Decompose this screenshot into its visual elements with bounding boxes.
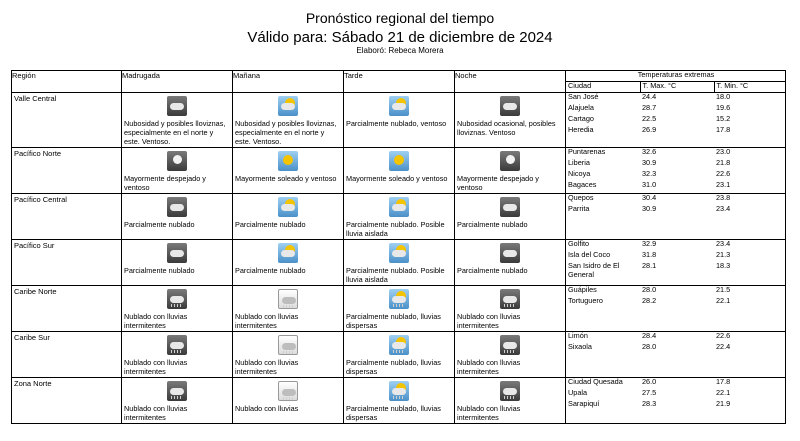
- period-cell: [344, 93, 455, 148]
- period-cell: [122, 93, 233, 148]
- city-name: Ciudad Quesada: [568, 377, 623, 386]
- city-name: San José: [568, 92, 599, 101]
- period-cell: [344, 148, 455, 194]
- period-cell: [233, 194, 344, 240]
- period-text: Parcialmente nublado: [457, 220, 528, 229]
- period-cell: [233, 93, 344, 148]
- period-cell: [344, 194, 455, 240]
- city-row: [566, 343, 786, 354]
- cloudy-night-icon: [167, 243, 187, 263]
- partly-cloudy-icon: [389, 243, 409, 263]
- city-tmax: 28.0: [642, 285, 657, 294]
- partly-cloudy-icon: [278, 96, 298, 116]
- city-row: [566, 93, 786, 104]
- partly-cloudy-rain-icon: [389, 335, 409, 355]
- region-name: Caribe Sur: [12, 332, 122, 378]
- period-text: Parcialmente nublado: [457, 266, 528, 275]
- city-name: San Isidro de El General: [568, 261, 620, 279]
- city-tmin: 23.4: [716, 239, 731, 248]
- extremes-cell: [566, 286, 786, 332]
- period-text: Nublado con lluvias intermitentes: [124, 404, 188, 422]
- region-row: [12, 286, 786, 332]
- period-cell: [344, 378, 455, 424]
- city-tmin: 15.2: [716, 114, 731, 123]
- rain-night-icon: [167, 381, 187, 401]
- city-row: [566, 400, 786, 411]
- city-name: Sarapiquí: [568, 399, 600, 408]
- cloudy-night-icon: [167, 96, 187, 116]
- header-ciudad: Ciudad: [568, 81, 592, 90]
- rain-night-icon: [500, 381, 520, 401]
- period-cell: [455, 148, 566, 194]
- city-row: [566, 332, 786, 343]
- sunny-icon: [389, 151, 409, 171]
- city-name: Limón: [568, 331, 588, 340]
- city-row: [566, 181, 786, 192]
- region-row: [12, 93, 786, 148]
- city-tmax: 26.9: [642, 125, 657, 134]
- region-name: Pacífico Norte: [12, 148, 122, 194]
- header-extremes: [566, 71, 786, 93]
- period-text: Nubosidad ocasional, posibles lloviznas. Ventoso: [457, 119, 556, 137]
- city-name: Guápiles: [568, 285, 597, 294]
- period-text: Nubosidad y posibles lloviznas, especialmente en el norte y este. Ventoso.: [235, 119, 337, 146]
- period-cell: [455, 93, 566, 148]
- city-row: [566, 170, 786, 181]
- city-row: [566, 115, 786, 126]
- extremes-cell: [566, 378, 786, 424]
- rain-night-icon: [500, 335, 520, 355]
- city-name: Alajuela: [568, 103, 594, 112]
- partly-cloudy-icon: [389, 96, 409, 116]
- city-tmax: 28.2: [642, 296, 657, 305]
- city-tmax: 32.3: [642, 169, 657, 178]
- period-text: Nublado con lluvias intermitentes: [124, 312, 188, 330]
- city-tmax: 32.6: [642, 147, 657, 156]
- city-row: [566, 159, 786, 170]
- city-row: [566, 262, 786, 279]
- partly-cloudy-icon: [389, 197, 409, 217]
- region-name: Pacífico Sur: [12, 240, 122, 286]
- header-tmin: T. Min. °C: [714, 82, 786, 93]
- extremes-cell: [566, 194, 786, 240]
- period-text: Nublado con lluvias intermitentes: [124, 358, 188, 376]
- city-tmax: 28.3: [642, 399, 657, 408]
- extremes-cell: [566, 148, 786, 194]
- period-cell: [344, 332, 455, 378]
- cloudy-night-icon: [500, 243, 520, 263]
- partly-cloudy-rain-icon: [389, 289, 409, 309]
- extremes-title: Temperaturas extremas: [566, 71, 786, 82]
- city-row: [566, 297, 786, 308]
- city-tmin: 18.3: [716, 261, 731, 270]
- city-tmax: 32.9: [642, 239, 657, 248]
- period-cell: [122, 378, 233, 424]
- city-tmin: 22.1: [716, 388, 731, 397]
- header-tarde: Tarde: [344, 71, 455, 93]
- period-text: Parcialmente nublado, ventoso: [346, 119, 447, 128]
- region-name: Caribe Norte: [12, 286, 122, 332]
- period-cell: [344, 286, 455, 332]
- city-row: [566, 126, 786, 137]
- period-text: Nublado con lluvias: [235, 404, 299, 413]
- period-cell: [122, 240, 233, 286]
- period-cell: [455, 240, 566, 286]
- cloudy-night-icon: [500, 96, 520, 116]
- period-cell: [233, 240, 344, 286]
- city-tmin: 21.9: [716, 399, 731, 408]
- period-cell: [344, 240, 455, 286]
- city-name: Golfito: [568, 239, 590, 248]
- sunny-icon: [278, 151, 298, 171]
- period-text: Nublado con lluvias intermitentes: [235, 358, 299, 376]
- period-text: Parcialmente nublado: [124, 266, 195, 275]
- city-tmin: 21.5: [716, 285, 731, 294]
- city-row: [566, 194, 786, 205]
- city-tmax: 28.0: [642, 342, 657, 351]
- period-text: Nublado con lluvias intermitentes: [457, 312, 521, 330]
- valid-date: Válido para: Sábado 21 de diciembre de 2024: [247, 29, 553, 46]
- city-tmin: 17.8: [716, 125, 731, 134]
- period-cell: [455, 332, 566, 378]
- rain-icon: [278, 335, 298, 355]
- city-tmin: 22.6: [716, 169, 731, 178]
- city-name: Upala: [568, 388, 588, 397]
- period-cell: [455, 378, 566, 424]
- period-text: Mayormente despejado y ventoso: [124, 174, 206, 192]
- city-name: Sixaola: [568, 342, 592, 351]
- city-tmin: 18.0: [716, 92, 731, 101]
- city-name: Tortuguero: [568, 296, 603, 305]
- city-row: [566, 389, 786, 400]
- region-row: [12, 148, 786, 194]
- city-row: [566, 148, 786, 159]
- period-cell: [455, 194, 566, 240]
- city-row: [566, 205, 786, 216]
- city-tmin: 22.1: [716, 296, 731, 305]
- city-tmax: 30.9: [642, 204, 657, 213]
- city-tmax: 31.8: [642, 250, 657, 259]
- rain-icon: [278, 289, 298, 309]
- period-text: Parcialmente nublado: [124, 220, 195, 229]
- city-tmax: 26.0: [642, 377, 657, 386]
- region-row: [12, 378, 786, 424]
- period-text: Nublado con lluvias intermitentes: [457, 358, 521, 376]
- period-text: Nublado con lluvias intermitentes: [457, 404, 521, 422]
- city-tmax: 30.9: [642, 158, 657, 167]
- rain-night-icon: [500, 289, 520, 309]
- period-text: Mayormente soleado y ventoso: [235, 174, 337, 183]
- city-tmax: 30.4: [642, 193, 657, 202]
- region-name: Zona Norte: [12, 378, 122, 424]
- author-line: Elaboró: Rebeca Morera: [356, 46, 444, 55]
- cloudy-night-icon: [167, 197, 187, 217]
- city-tmin: 21.8: [716, 158, 731, 167]
- city-tmax: 22.5: [642, 114, 657, 123]
- period-cell: [122, 332, 233, 378]
- header-tmax: T. Max. °C: [640, 82, 714, 93]
- city-tmax: 28.7: [642, 103, 657, 112]
- period-cell: [233, 378, 344, 424]
- extremes-cell: [566, 240, 786, 286]
- period-cell: [233, 148, 344, 194]
- extremes-cell: [566, 93, 786, 148]
- city-name: Isla del Coco: [568, 250, 611, 259]
- page-title: Pronóstico regional del tiempo: [305, 10, 495, 26]
- clear-night-icon: [167, 151, 187, 171]
- header-noche: Noche: [455, 71, 566, 93]
- city-tmin: 23.8: [716, 193, 731, 202]
- period-text: Parcialmente nublado: [235, 220, 306, 229]
- city-row: [566, 104, 786, 115]
- period-text: Parcialmente nublado. Posible lluvia aislada: [346, 220, 445, 238]
- region-row: [12, 240, 786, 286]
- header-manana: Mañana: [233, 71, 344, 93]
- extremes-cell: [566, 332, 786, 378]
- city-name: Liberia: [568, 158, 590, 167]
- period-text: Mayormente soleado y ventoso: [346, 174, 448, 183]
- period-text: Parcialmente nublado, lluvias dispersas: [346, 404, 441, 422]
- period-cell: [233, 332, 344, 378]
- city-tmax: 28.1: [642, 261, 657, 270]
- period-text: Parcialmente nublado. Posible lluvia aislada: [346, 266, 445, 284]
- region-name: Valle Central: [12, 93, 122, 148]
- city-tmin: 17.8: [716, 377, 731, 386]
- rain-night-icon: [167, 289, 187, 309]
- city-tmin: 23.4: [716, 204, 731, 213]
- city-row: [566, 378, 786, 389]
- period-text: Mayormente despejado y ventoso: [457, 174, 539, 192]
- period-text: Parcialmente nublado, lluvias dispersas: [346, 358, 441, 376]
- rain-icon: [278, 381, 298, 401]
- city-name: Quepos: [568, 193, 594, 202]
- partly-cloudy-icon: [278, 197, 298, 217]
- city-name: Puntarenas: [568, 147, 606, 156]
- period-cell: [233, 286, 344, 332]
- clear-night-icon: [500, 151, 520, 171]
- cloudy-night-icon: [500, 197, 520, 217]
- partly-cloudy-icon: [278, 243, 298, 263]
- city-name: Nicoya: [568, 169, 591, 178]
- rain-night-icon: [167, 335, 187, 355]
- city-tmin: 22.6: [716, 331, 731, 340]
- period-text: Nubosidad y posibles lloviznas, especialmente en el norte y este. Ventoso.: [124, 119, 226, 146]
- city-tmin: 23.0: [716, 147, 731, 156]
- forecast-table: [11, 70, 786, 424]
- region-name: Pacífico Central: [12, 194, 122, 240]
- period-text: Parcialmente nublado: [235, 266, 306, 275]
- region-row: [12, 332, 786, 378]
- city-name: Bagaces: [568, 180, 597, 189]
- period-text: Parcialmente nublado, lluvias dispersas: [346, 312, 441, 330]
- period-text: Nublado con lluvias intermitentes: [235, 312, 299, 330]
- region-row: [12, 194, 786, 240]
- city-tmin: 22.4: [716, 342, 731, 351]
- partly-cloudy-rain-icon: [389, 381, 409, 401]
- city-tmax: 28.4: [642, 331, 657, 340]
- city-tmin: 23.1: [716, 180, 731, 189]
- period-cell: [122, 148, 233, 194]
- city-name: Heredia: [568, 125, 594, 134]
- header-region: Región: [12, 71, 122, 93]
- city-tmax: 24.4: [642, 92, 657, 101]
- period-cell: [122, 286, 233, 332]
- city-name: Cartago: [568, 114, 594, 123]
- period-cell: [122, 194, 233, 240]
- city-tmin: 19.6: [716, 103, 731, 112]
- city-tmax: 27.5: [642, 388, 657, 397]
- header-madrugada: Madrugada: [122, 71, 233, 93]
- city-tmin: 21.3: [716, 250, 731, 259]
- period-cell: [455, 286, 566, 332]
- city-tmax: 31.0: [642, 180, 657, 189]
- city-name: Parrita: [568, 204, 590, 213]
